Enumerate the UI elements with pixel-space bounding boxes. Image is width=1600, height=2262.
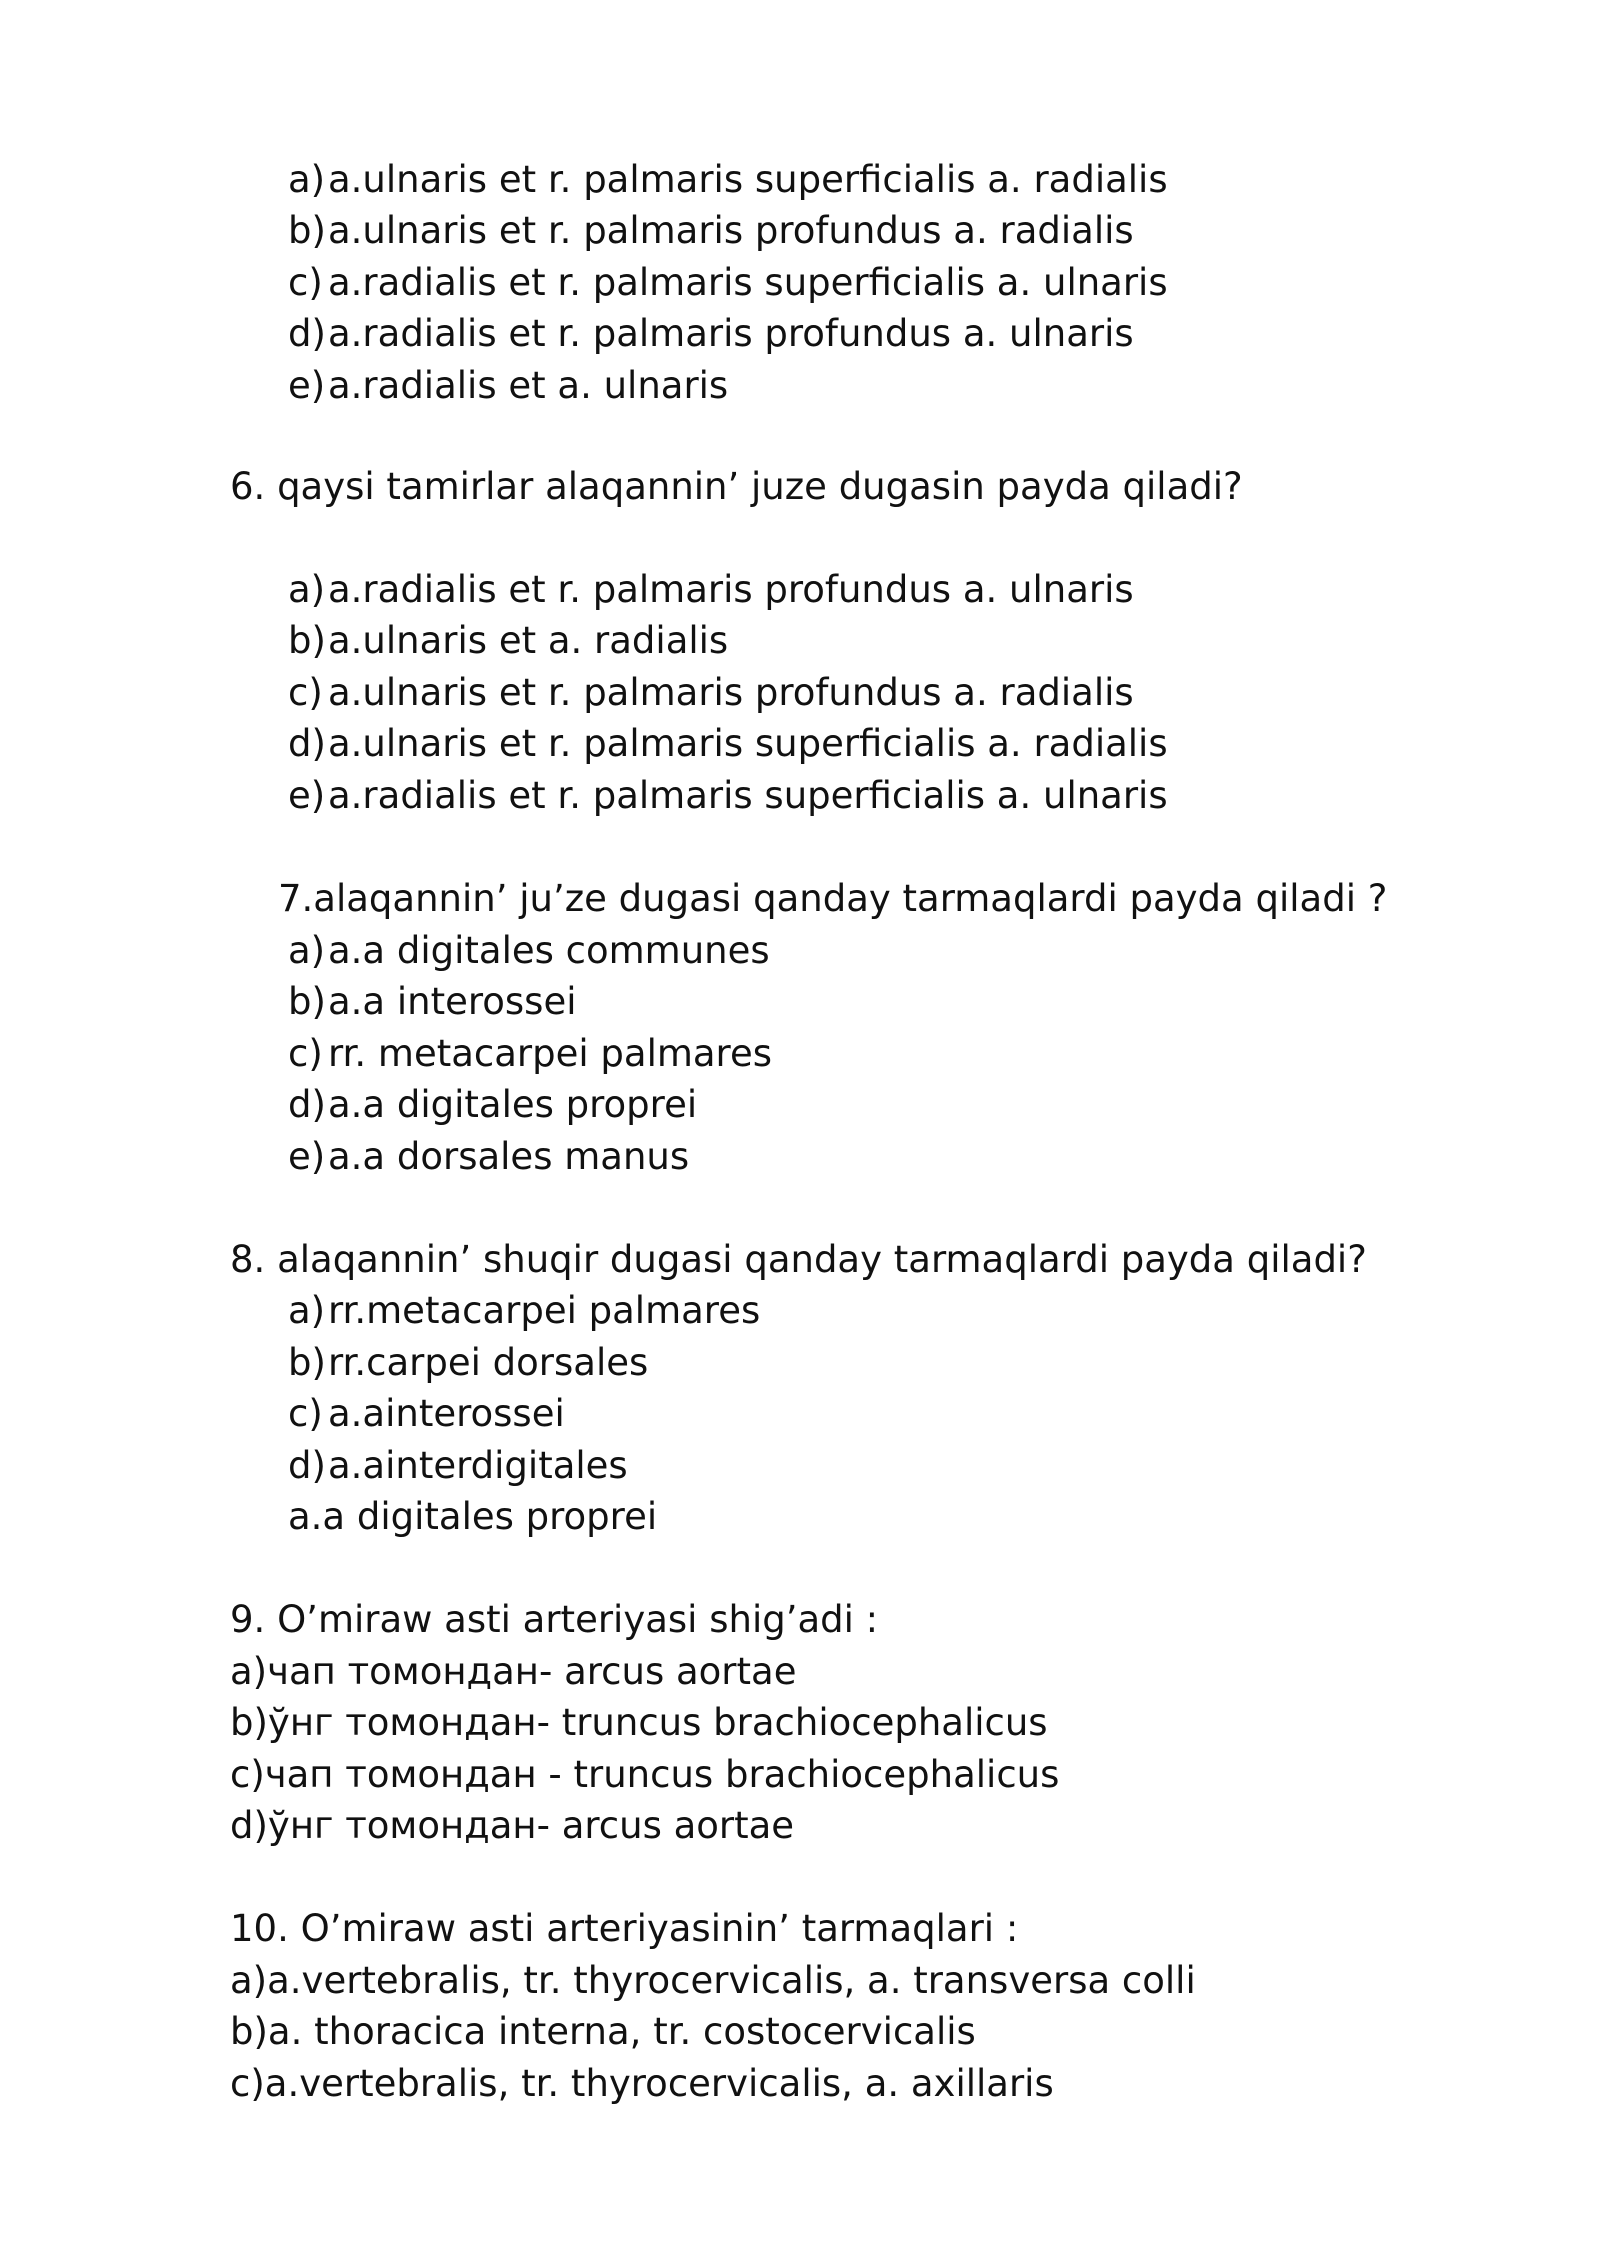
option-marker: b)	[288, 619, 326, 662]
option-marker: b)	[288, 1341, 326, 1384]
option-line: a)a.vertebralis, tr. thyrocervicalis, a. transversa colli	[230, 1959, 1196, 2002]
option-line: a.a digitales proprei	[288, 1495, 658, 1538]
option-marker: d)	[288, 312, 326, 355]
option-text: a.ulnaris et r. palmaris profundus a. radialis	[328, 209, 1134, 252]
option-text: a.a digitales communes	[328, 929, 770, 972]
option-line	[288, 154, 1168, 206]
option-marker: d)	[288, 722, 326, 765]
option-line	[288, 1440, 628, 1492]
option-text: a.ulnaris et r. palmaris superficialis a. radialis	[328, 158, 1168, 201]
question-9: 9. O’miraw asti arteriyasi shig’adi :	[230, 1598, 879, 1641]
option-line	[288, 925, 770, 977]
option-line	[288, 615, 728, 667]
question-10: 10. O’miraw asti arteriyasinin’ tarmaqlari :	[230, 1907, 1019, 1950]
option-line	[288, 770, 1168, 822]
option-text: a.a dorsales manus	[328, 1135, 690, 1178]
question-7: 7.alaqannin’ ju’ze dugasi qanday tarmaqlardi payda qiladi ?	[278, 877, 1388, 920]
option-line	[288, 1131, 689, 1183]
option-marker: a)	[288, 929, 326, 972]
question-6: 6. qaysi tamirlar alaqannin’ juze dugasin payda qiladi?	[230, 465, 1243, 508]
option-text: a.ainterossei	[328, 1392, 565, 1435]
option-line	[288, 976, 577, 1028]
option-line: a)чап томондан- arcus aortae	[230, 1650, 797, 1693]
option-text: a.radialis et r. palmaris superficialis a. ulnaris	[328, 261, 1168, 304]
option-text: a.radialis et r. palmaris profundus a. ulnaris	[328, 568, 1134, 611]
option-line: b)a. thoracica interna, tr. costocervicalis	[230, 2010, 976, 2053]
option-marker: a)	[288, 568, 326, 611]
option-line	[288, 1028, 772, 1080]
option-text: a.a digitales proprei	[328, 1083, 698, 1126]
option-marker: a)	[288, 1289, 326, 1332]
option-line	[288, 718, 1168, 770]
option-text: a.a interossei	[328, 980, 577, 1023]
option-marker: d)	[288, 1444, 326, 1487]
option-line	[288, 205, 1134, 257]
option-marker: b)	[288, 209, 326, 252]
option-text: a.ulnaris et r. palmaris profundus a. radialis	[328, 671, 1134, 714]
option-line	[288, 1388, 565, 1440]
option-line	[288, 360, 728, 412]
option-marker: b)	[288, 980, 326, 1023]
option-text: rr. metacarpei palmares	[328, 1032, 772, 1075]
option-line	[288, 564, 1134, 616]
option-text: a.ainterdigitales	[328, 1444, 628, 1487]
option-marker: d)	[288, 1083, 326, 1126]
option-text: rr.carpei dorsales	[328, 1341, 649, 1384]
option-text: a.ulnaris et a. radialis	[328, 619, 729, 662]
option-marker: c)	[288, 261, 323, 304]
option-marker: e)	[288, 364, 326, 407]
option-marker: c)	[288, 1392, 323, 1435]
option-text: rr.metacarpei palmares	[328, 1289, 761, 1332]
option-line	[288, 667, 1134, 719]
option-marker: e)	[288, 1135, 326, 1178]
option-text: a.radialis et a. ulnaris	[328, 364, 729, 407]
option-line: c)чап томондан - truncus brachiocephalicus	[230, 1753, 1060, 1796]
option-marker: a)	[288, 158, 326, 201]
question-8: 8. alaqannin’ shuqir dugasi qanday tarmaqlardi payda qiladi?	[230, 1238, 1367, 1281]
option-marker: c)	[288, 671, 323, 714]
option-text: a.ulnaris et r. palmaris superficialis a. radialis	[328, 722, 1168, 765]
option-line	[288, 1337, 648, 1389]
option-marker: e)	[288, 774, 326, 817]
option-text: a.radialis et r. palmaris profundus a. ulnaris	[328, 312, 1134, 355]
option-line	[288, 257, 1168, 309]
option-line: b)ўнг томондан- truncus brachiocephalicus	[230, 1701, 1048, 1744]
option-line	[288, 1285, 760, 1337]
option-marker: c)	[288, 1032, 323, 1075]
option-line	[288, 1079, 697, 1131]
option-line	[288, 308, 1134, 360]
option-line: d)ўнг томондан- arcus aortae	[230, 1804, 795, 1847]
option-text: a.radialis et r. palmaris superficialis a. ulnaris	[328, 774, 1168, 817]
option-line: c)a.vertebralis, tr. thyrocervicalis, a. axillaris	[230, 2062, 1054, 2105]
